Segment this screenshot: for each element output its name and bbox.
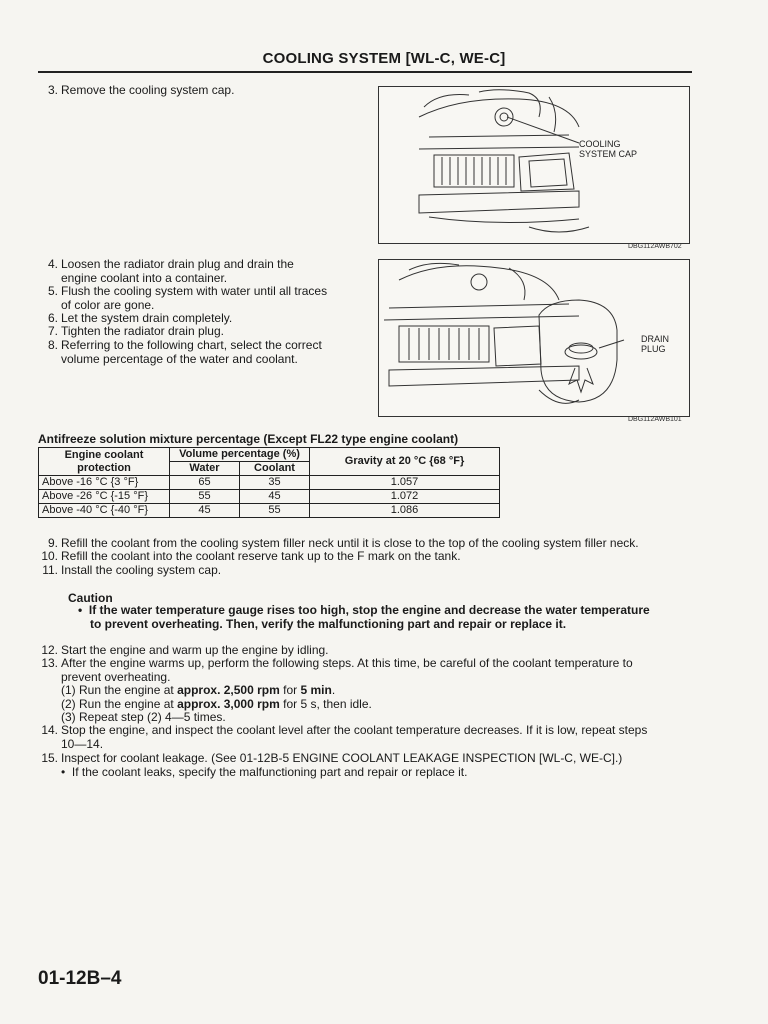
table-title: Antifreeze solution mixture percentage (Except FL22 type engine coolant) — [38, 432, 459, 446]
step-10: 10. Refill the coolant into the coolant reserve tank up to the F mark on the tank. — [41, 549, 461, 563]
figure-1-code: DBG112AWB702 — [628, 243, 682, 250]
table-header-row — [39, 448, 500, 462]
cooling-system-cap-callout: COOLING SYSTEM CAP — [579, 139, 638, 159]
page-title: COOLING SYSTEM [WL-C, WE-C] — [262, 50, 506, 67]
caution-heading: Caution — [68, 591, 113, 605]
step-13-sub-2: (2) Run the engine at approx. 3,000 rpm for 5 s, then idle. — [61, 696, 372, 711]
header-volume: Volume percentage (%) — [170, 448, 310, 462]
cooling-system-cap-figure — [378, 86, 690, 244]
drain-plug-callout: DRAIN PLUG — [641, 334, 670, 354]
step-11: 11. Install the cooling system cap. — [42, 563, 222, 577]
antifreeze-mixture-table — [38, 447, 500, 518]
header-gravity: Gravity at 20 °C {68 °F} — [310, 448, 500, 476]
header-water: Water — [170, 462, 240, 476]
step-13: 13. After the engine warms up, perform the following steps. At this time, be careful of the coolant temperature to prevent overheating. (1) Run the engine at approx. 2,500 rpm for 5 min. (2) Run the engine at approx. 3,000 rpm for 5 s, then idle. (3) Repeat step (2) 4—5 times. — [38, 657, 633, 725]
engine-bay-illustration — [379, 87, 689, 243]
step-5: 5. Flush the cooling system with water until all traces of color are gone. — [47, 284, 328, 312]
step-12: 12. Start the engine and warm up the engine by idling. — [41, 643, 329, 657]
page-number: 01-12B–4 — [38, 968, 122, 989]
table-row: Above -26 °C {-15 °F} 55 45 1.072 — [39, 490, 500, 504]
header-rule — [38, 71, 692, 73]
step-13-sub-1: (1) Run the engine at approx. 2,500 rpm for 5 min. — [61, 683, 336, 697]
step-9: 9. Refill the coolant from the cooling system filler neck until it is close to the top of the cooling system filler neck. — [47, 536, 639, 550]
step-8: 8. Referring to the following chart, select the correct volume percentage of the water and coolant. — [47, 338, 322, 366]
table-row: Above -40 °C {-40 °F} 45 55 1.086 — [39, 504, 500, 518]
step-13-sub-3: (3) Repeat step (2) 4—5 times. — [61, 710, 226, 724]
drain-plug-figure — [378, 259, 690, 417]
step-3: 3. Remove the cooling system cap. — [47, 83, 235, 97]
figure-2-code: DBG112AWB101 — [628, 416, 682, 423]
header-protection: Engine coolant protection — [39, 448, 170, 476]
table-row: Above -16 °C {3 °F} 65 35 1.057 — [39, 476, 500, 490]
step-7: 7. Tighten the radiator drain plug. — [47, 324, 224, 338]
caution-body: • If the water temperature gauge rises too high, stop the engine and decrease the water temperature to prevent overheating. Then, verify the malfunctioning part and repair or replace it. — [78, 603, 650, 631]
step-14: 14. Stop the engine, and inspect the coolant level after the coolant temperature decreases. If it is low, repeat steps 10—14. — [41, 723, 648, 751]
step-15: 15. Inspect for coolant leakage. (See 01-12B-5 ENGINE COOLANT LEAKAGE INSPECTION [WL-C, WE-C].) • If the coolant leaks, specify the malfunctioning part and repair or replace it. — [41, 751, 623, 779]
header-coolant: Coolant — [240, 462, 310, 476]
step-4: 4. Loosen the radiator drain plug and drain the engine coolant into a container. — [47, 257, 294, 285]
step-6: 6. Let the system drain completely. — [47, 311, 233, 325]
